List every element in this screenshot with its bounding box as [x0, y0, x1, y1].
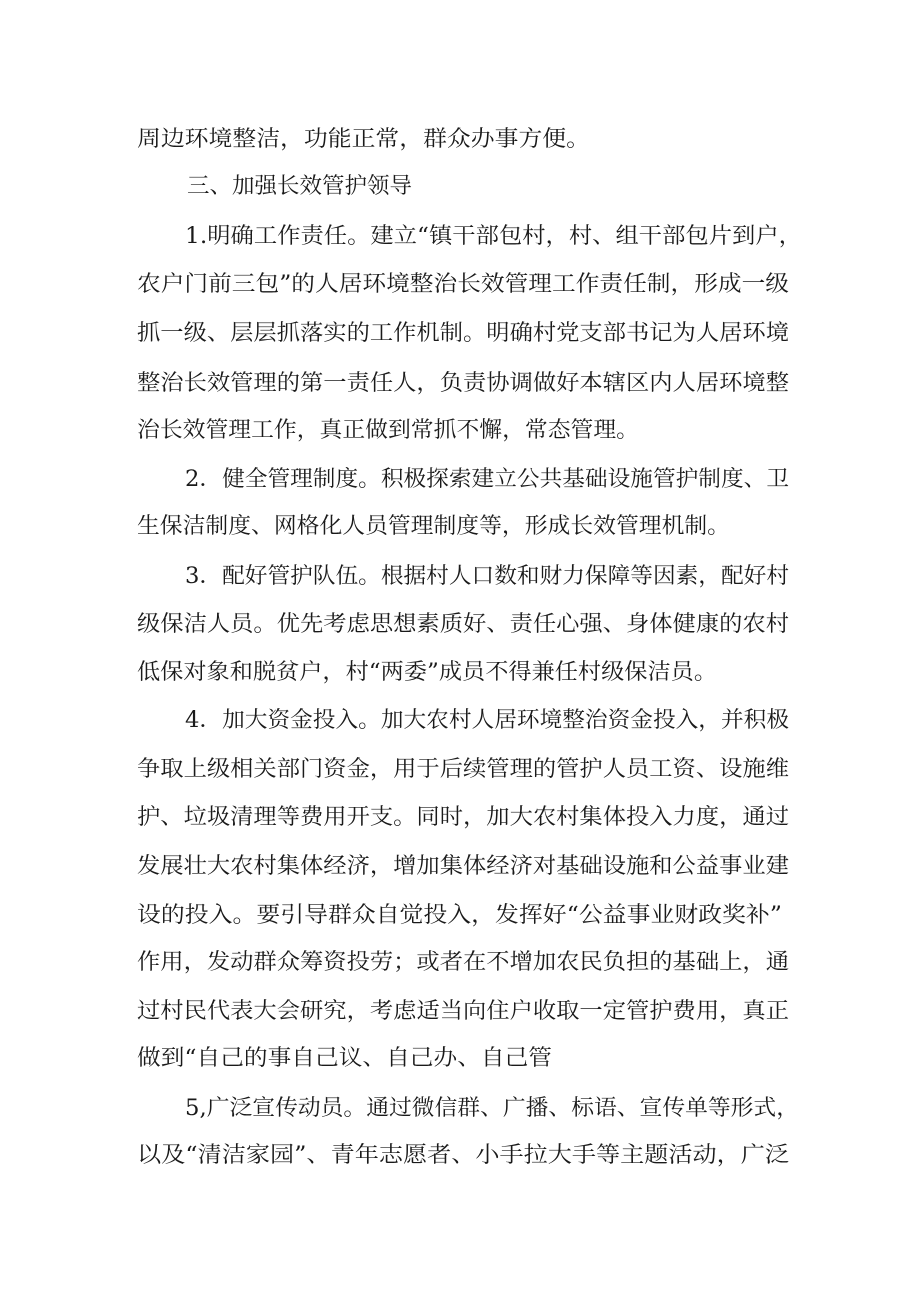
text-line-16: [0, 843, 920, 891]
text-line-14: [0, 746, 920, 794]
text-line-3: [0, 213, 920, 261]
text-line-20: [0, 1035, 920, 1083]
text-line-15-content: 护、垃圾清理等费用开支。同时，加大农村集体投入力度，通过: [137, 805, 789, 830]
text-line-10-content: 3．配好管护队伍。根据村人口数和财力保障等因素，配好村: [185, 564, 790, 589]
text-line-16-content: 发展壮大农村集体经济，增加集体经济对基础设施和公益事业建: [137, 854, 789, 879]
text-line-14-content: 争取上级相关部门资金，用于后续管理的管护人员工资、设施维: [137, 757, 789, 782]
text-line-8: [0, 456, 920, 504]
text-line-13-content: 4．加大资金投入。加大农村人居环境整治资金投入，并积极: [185, 708, 790, 733]
text-line-9: [0, 503, 920, 551]
text-line-1-content: 周边环境整洁，功能正常，群众办事方便。: [137, 127, 590, 152]
text-line-18: [0, 939, 920, 987]
text-line-20-content: 做到“自己的事自己议、自己办、自己管: [137, 1046, 552, 1071]
text-line-6-content: 整治长效管理的第一责任人，负责协调做好本辖区内人居环境整: [137, 371, 789, 396]
text-line-5-content: 抓一级、层层抓落实的工作机制。明确村党支部书记为人居环境: [137, 321, 789, 346]
text-line-5: [0, 310, 920, 358]
text-line-4-content: 农户门前三包”的人居环境整治长效管理工作责任制，形成一级: [137, 272, 789, 297]
text-line-21-content: 5,广泛宣传动员。通过微信群、广播、标语、宣传单等形式，: [185, 1096, 799, 1121]
text-line-18-content: 作用，发动群众筹资投劳；或者在不增加农民负担的基础上，通: [137, 950, 789, 975]
text-line-19-content: 过村民代表大会研究，考虑适当向住户收取一定管护费用，真正: [137, 999, 789, 1024]
text-line-11-content: 级保洁人员。优先考虑思想素质好、责任心强、身体健康的农村: [137, 612, 789, 637]
text-line-21: [0, 1085, 920, 1133]
text-line-12: [0, 649, 920, 697]
section-heading-content: 三、加强长效管护领导: [187, 174, 412, 199]
text-line-11: [0, 601, 920, 649]
text-line-4: [0, 261, 920, 309]
text-line-19: [0, 988, 920, 1036]
text-line-6: [0, 360, 920, 408]
text-line-22: [0, 1132, 920, 1180]
text-line-12-content: 低保对象和脱贫户，村“两委”成员不得兼任村级保洁员。: [137, 660, 717, 685]
text-line-8-content: 2．健全管理制度。积极探索建立公共基础设施管护制度、卫: [185, 467, 790, 492]
text-line-15: [0, 794, 920, 842]
text-line-1: [0, 116, 920, 164]
text-line-13: [0, 697, 920, 745]
text-line-3-content: 1.明确工作责任。建立“镇干部包村，村、组干部包片到户，: [185, 224, 802, 249]
section-heading: [0, 163, 920, 211]
text-line-9-content: 生保洁制度、网格化人员管理制度等，形成长效管理机制。: [137, 514, 730, 539]
text-line-10: [0, 553, 920, 601]
text-line-22-content: 以及“清洁家园”、青年志愿者、小手拉大手等主题活动，广泛: [137, 1143, 789, 1168]
text-line-17: [0, 892, 920, 940]
text-line-7: [0, 407, 920, 455]
text-line-17-content: 设的投入。要引导群众自觉投入，发挥好“公益事业财政奖补”: [137, 903, 782, 928]
text-line-7-content: 治长效管理工作，真正做到常抓不懈，常态管理。: [137, 418, 639, 443]
